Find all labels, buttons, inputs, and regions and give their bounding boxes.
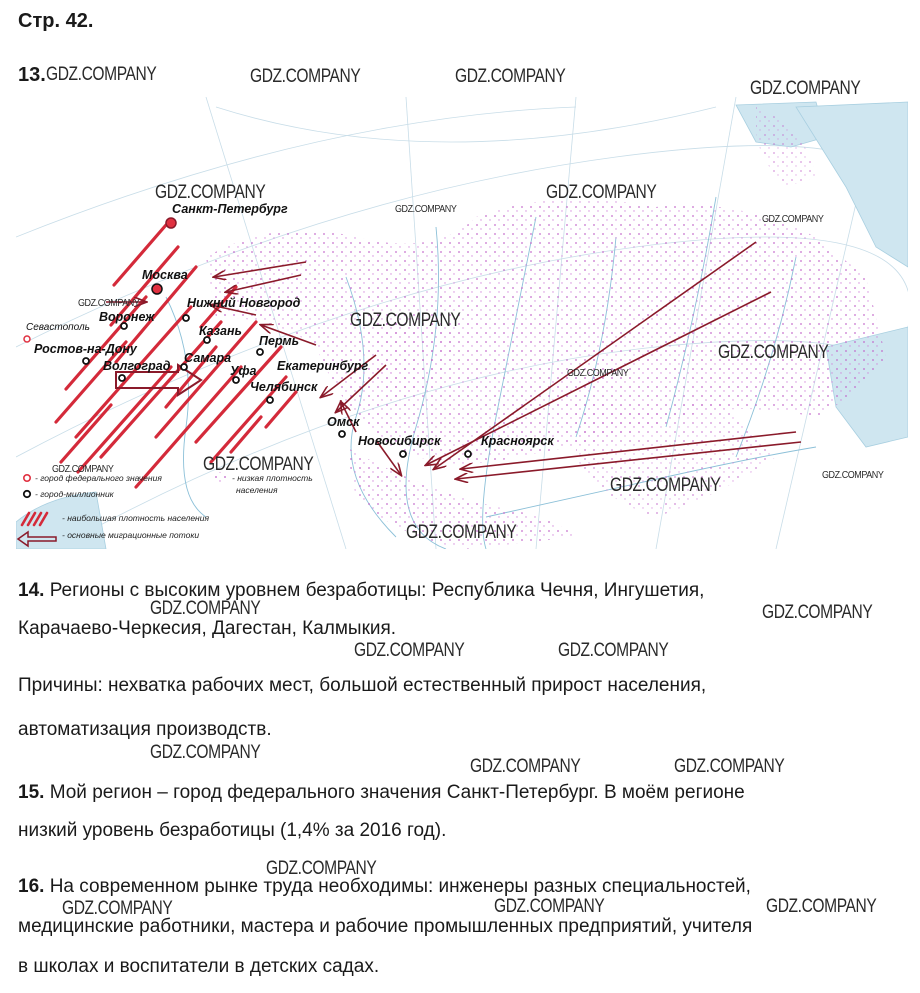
legend-migration-flows: - основные миграционные потоки	[62, 530, 200, 540]
city-label-samara: Самара	[184, 351, 232, 365]
task-14-line-4: автоматизация производств.	[18, 719, 272, 740]
watermark: GDZ.COMPANY	[395, 204, 457, 215]
city-label-krasnoyarsk: Красноярск	[481, 434, 554, 448]
legend-low-density-2: населения	[236, 485, 278, 495]
watermark: GDZ.COMPANY	[150, 742, 261, 763]
legend-millionaire-city: - город-миллионник	[35, 489, 114, 499]
watermark: GDZ.COMPANY	[52, 464, 114, 475]
watermark: GDZ.COMPANY	[46, 64, 157, 85]
watermark: GDZ.COMPANY	[762, 214, 824, 225]
task-14-line-3: Причины: нехватка рабочих мест, большой естественный прирост населения,	[18, 675, 707, 696]
city-label-ekb: Екатеринбург	[277, 359, 369, 373]
task-15-line-2: низкий уровень безработицы (1,4% за 2016 год).	[18, 820, 447, 841]
watermark: GDZ.COMPANY	[750, 78, 861, 99]
task-16-line-2: медицинские работники, мастера и рабочие промышленных предприятий, учителя	[18, 916, 753, 937]
watermark: GDZ.COMPANY	[762, 602, 873, 623]
city-label-voronezh: Воронеж	[99, 310, 155, 324]
watermark: GDZ.COMPANY	[250, 66, 361, 87]
city-label-rostov: Ростов-на-Дону	[34, 342, 137, 356]
city-label-nn: Нижний Новгород	[187, 296, 301, 310]
watermark: GDZ.COMPANY	[406, 522, 517, 543]
city-marker-sevastopol	[24, 336, 30, 342]
task-15-line-1: 15. Мой регион – город федерального значения Санкт-Петербург. В моём регионе	[18, 782, 745, 803]
city-label-volgograd: Волгоград	[103, 359, 171, 373]
task-14-line-2: Карачаево-Черкесия, Дагестан, Калмыкия.	[18, 618, 397, 639]
watermark: GDZ.COMPANY	[78, 298, 140, 309]
watermark: GDZ.COMPANY	[266, 858, 377, 879]
city-label-kazan: Казань	[199, 324, 242, 338]
city-label-perm: Пермь	[259, 334, 300, 348]
task-13-number: 13.	[18, 64, 46, 86]
watermark: GDZ.COMPANY	[610, 475, 721, 496]
watermark: GDZ.COMPANY	[822, 470, 884, 481]
city-marker-spb	[166, 218, 176, 228]
watermark: GDZ.COMPANY	[62, 898, 173, 919]
task-16-line-3: в школах и воспитатели в детских садах.	[18, 956, 380, 977]
watermark: GDZ.COMPANY	[558, 640, 669, 661]
city-label-novosibirsk: Новосибирск	[358, 434, 441, 448]
watermark: GDZ.COMPANY	[150, 598, 261, 619]
watermark: GDZ.COMPANY	[674, 756, 785, 777]
watermark: GDZ.COMPANY	[455, 66, 566, 87]
page-title: Стр. 42.	[18, 10, 94, 32]
watermark: GDZ.COMPANY	[718, 342, 829, 363]
watermark: GDZ.COMPANY	[766, 896, 877, 917]
watermark: GDZ.COMPANY	[567, 368, 629, 379]
task-16-line-1: 16. На современном рынке труда необходимы: инженеры разных специальностей,	[18, 876, 751, 897]
task-16-number: 16.	[18, 876, 45, 897]
city-label-chelyabinsk: Челябинск	[250, 380, 318, 394]
watermark: GDZ.COMPANY	[546, 182, 657, 203]
legend-highest-density: - наибольшая плотность населения	[62, 513, 210, 523]
city-marker-moscow	[152, 284, 162, 294]
watermark: GDZ.COMPANY	[155, 182, 266, 203]
city-label-spb: Санкт-Петербург	[172, 202, 288, 216]
watermark: GDZ.COMPANY	[494, 896, 605, 917]
population-map	[16, 97, 908, 549]
task-15-number: 15.	[18, 782, 45, 803]
city-label-moscow: Москва	[142, 268, 188, 282]
watermark: GDZ.COMPANY	[350, 310, 461, 331]
city-label-omsk: Омск	[327, 415, 360, 429]
task-14-number: 14.	[18, 580, 45, 601]
legend-low-density-1: - низкая плотность	[232, 473, 313, 483]
watermark: GDZ.COMPANY	[354, 640, 465, 661]
watermark: GDZ.COMPANY	[203, 454, 314, 475]
city-label-ufa: Уфа	[230, 364, 257, 378]
task-14-line-1: 14. Регионы с высоким уровнем безработицы: Республика Чечня, Ингушетия,	[18, 580, 705, 601]
city-label-sevastopol: Севастополь	[26, 322, 90, 333]
watermark: GDZ.COMPANY	[470, 756, 581, 777]
legend-federal-city: - город федерального значения	[35, 473, 162, 483]
